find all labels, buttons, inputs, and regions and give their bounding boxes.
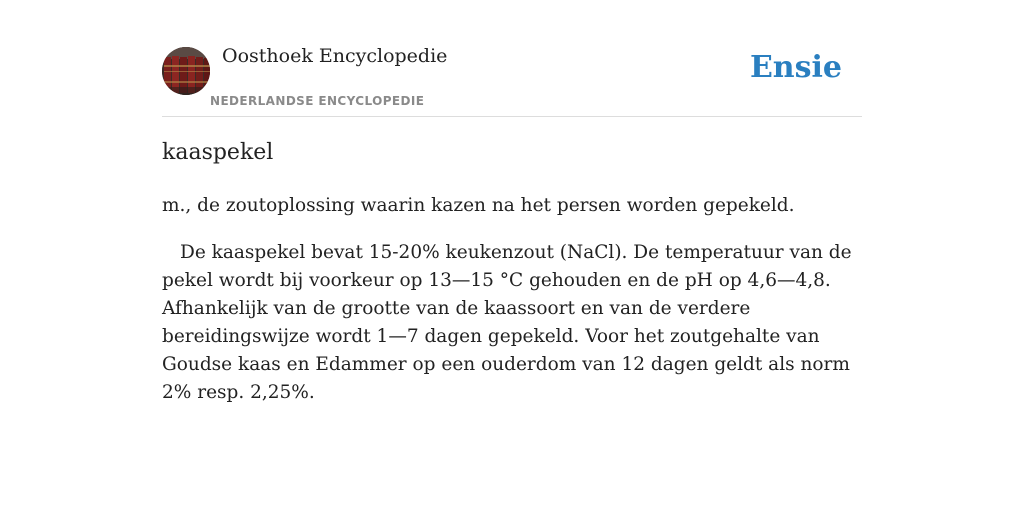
entry-definition: m., de zoutoplossing waarin kazen na het persen worden gepekeld. xyxy=(162,195,795,216)
site-subtitle: NEDERLANDSE ENCYCLOPEDIE xyxy=(210,94,425,108)
entry-title: kaaspekel xyxy=(162,140,274,165)
entry-paragraph: De kaaspekel bevat 15-20% keukenzout (NaCl). De temperatuur van de pekel wordt bij voorkeur op 13—15 °C gehouden en de pH op 4,6—4,8. Afhankelijk van de grootte van de kaassoort en van de verdere bereidingswijze wordt 1—7 dagen gepekeld. Voor het zoutgehalte van Goudse kaas en Edammer op een ouderdom van 12 dagen geldt als norm 2% resp. 2,25%. xyxy=(162,242,852,403)
site-header xyxy=(162,0,862,117)
ensie-logo-link[interactable]: Ensie xyxy=(749,50,842,85)
site-title[interactable]: Oosthoek Encyclopedie xyxy=(222,45,448,67)
encyclopedia-books-icon[interactable] xyxy=(162,47,210,95)
